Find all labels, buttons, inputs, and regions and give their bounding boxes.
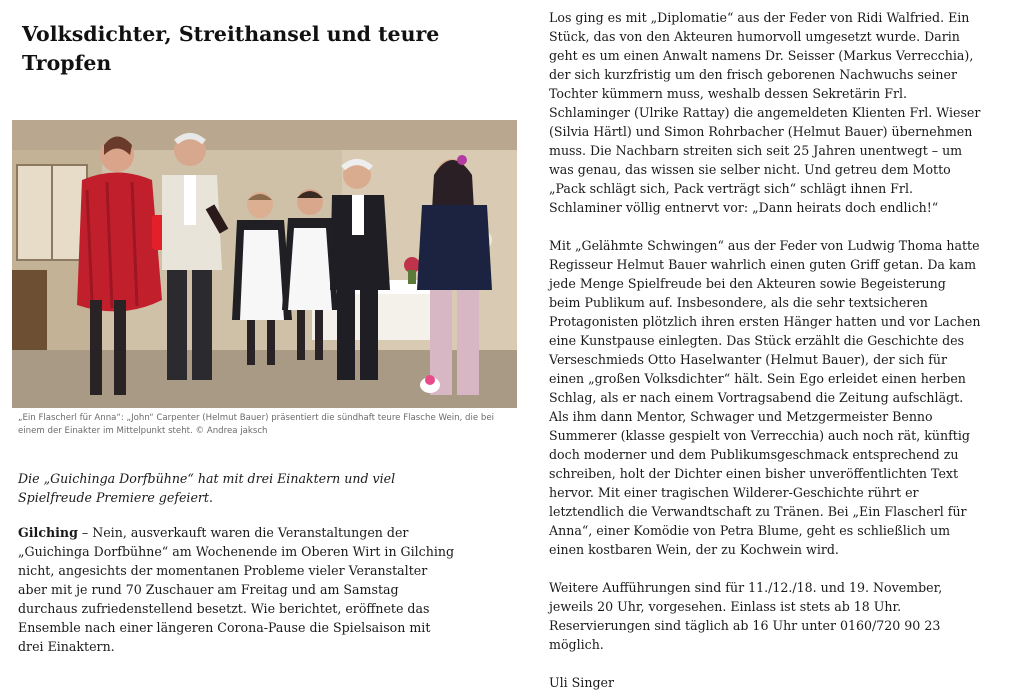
body-intro-text: – Nein, ausverkauft waren die Veranstaltungen der „Guichinga Dorfbühne“ am Wochenende im Oberen Wirt in Gilching nicht, angesichts der momentanen Probleme vieler Veranstalter aber mit je rund 70 Zuschauer am Freitag und am Samstag durchaus zufriedenstellend besetzt. Wie berichtet, eröffnete das Ensemble nach einer längeren Corona-Pause die Spielsaison mit drei Einaktern. xyxy=(18,525,455,654)
stage-scene-illustration xyxy=(12,120,517,408)
article-paragraph-2: Mit „Gelähmte Schwingen“ aus der Feder von Ludwig Thoma hatte Regisseur Helmut Bauer wahrlich einen guten Griff getan. Da kam jede Menge Spielfreude bei den Akteuren sowie Begeisterung beim Publikum auf. Insbesondere, als die sehr textsicheren Protagonisten plötzlich ihren ersten Hänger hatten und vor Lachen eine Kunstpause einlegten. Das Stück erzählt die Geschichte des Verseschmieds Otto Haselwanter (Helmut Bauer), der sich für einen „großen Volksdichter“ hält. Sein Ego erleidet einen herben Schlag, als er nach einem Vortragsabend die Zeitung aufschlägt. Als ihm dann Mentor, Schwager und Metzgermeister Benno Summerer (klasse gespielt von Verrecchia) auch noch rät, künftig doch moderner und dem Publikumsgeschmack entsprechend zu schreiben, holt der Dichter einen bisher unveröffentlichten Text hervor. Mit einer tragischen Wilderer-Geschichte rührt er letztendlich die Verwandtschaft zu Tränen. Bei „Ein Flascherl für Anna“, einer Komödie von Petra Blume, geht es schließlich um einen kostbaren Wein, der zu Kochwein wird. xyxy=(549,238,981,557)
dateline: Gilching xyxy=(18,525,78,540)
article-body-intro xyxy=(18,523,458,656)
photo-caption: „Ein Flascherl für Anna“: „John“ Carpenter (Helmut Bauer) präsentiert die sündhaft teure Flasche Wein, die bei einem der Einakter im Mittelpunkt steht. © Andrea jaksch xyxy=(18,413,495,436)
article-author: Uli Singer xyxy=(549,675,614,690)
article-photo xyxy=(12,120,517,408)
right-column xyxy=(549,8,981,692)
article-paragraph-1: Los ging es mit „Diplomatie“ aus der Feder von Ridi Walfried. Ein Stück, das von den Akteuren humorvoll umgesetzt wurde. Darin geht es um einen Anwalt namens Dr. Seisser (Markus Verrecchia), der sich kurzfristig um den frisch geborenen Nachwuchs seiner Tochter kümmern muss, weshalb dessen Sekretärin Frl. Schlaminger (Ulrike Rattay) die angemeldeten Klienten Frl. Wieser (Silvia Härtl) und Simon Rohrbacher (Helmut Bauer) übernehmen muss. Die Nachbarn streiten sich seit 25 Jahren unentwegt – um was genau, das wissen sie selber nicht. Und getreu dem Motto „Pack schlägt sich, Pack verträgt sich“ schlägt ihnen Frl. Schlaminer völlig entnervt vor: „Dann heirats doch endlich!“ xyxy=(549,10,981,215)
article-headline: Volksdichter, Streithansel und teure Tropfen xyxy=(22,22,440,75)
article-paragraph-3: Weitere Aufführungen sind für 11./12./18. und 19. November, jeweils 20 Uhr, vorgesehen. Einlass ist stets ab 18 Uhr. Reservierungen sind täglich ab 16 Uhr unter 0160/720 90 23 möglich. xyxy=(549,580,943,652)
article-lead: Die „Guichinga Dorfbühne“ hat mit drei Einaktern und viel Spielfreude Premiere gefeiert. xyxy=(18,471,396,505)
